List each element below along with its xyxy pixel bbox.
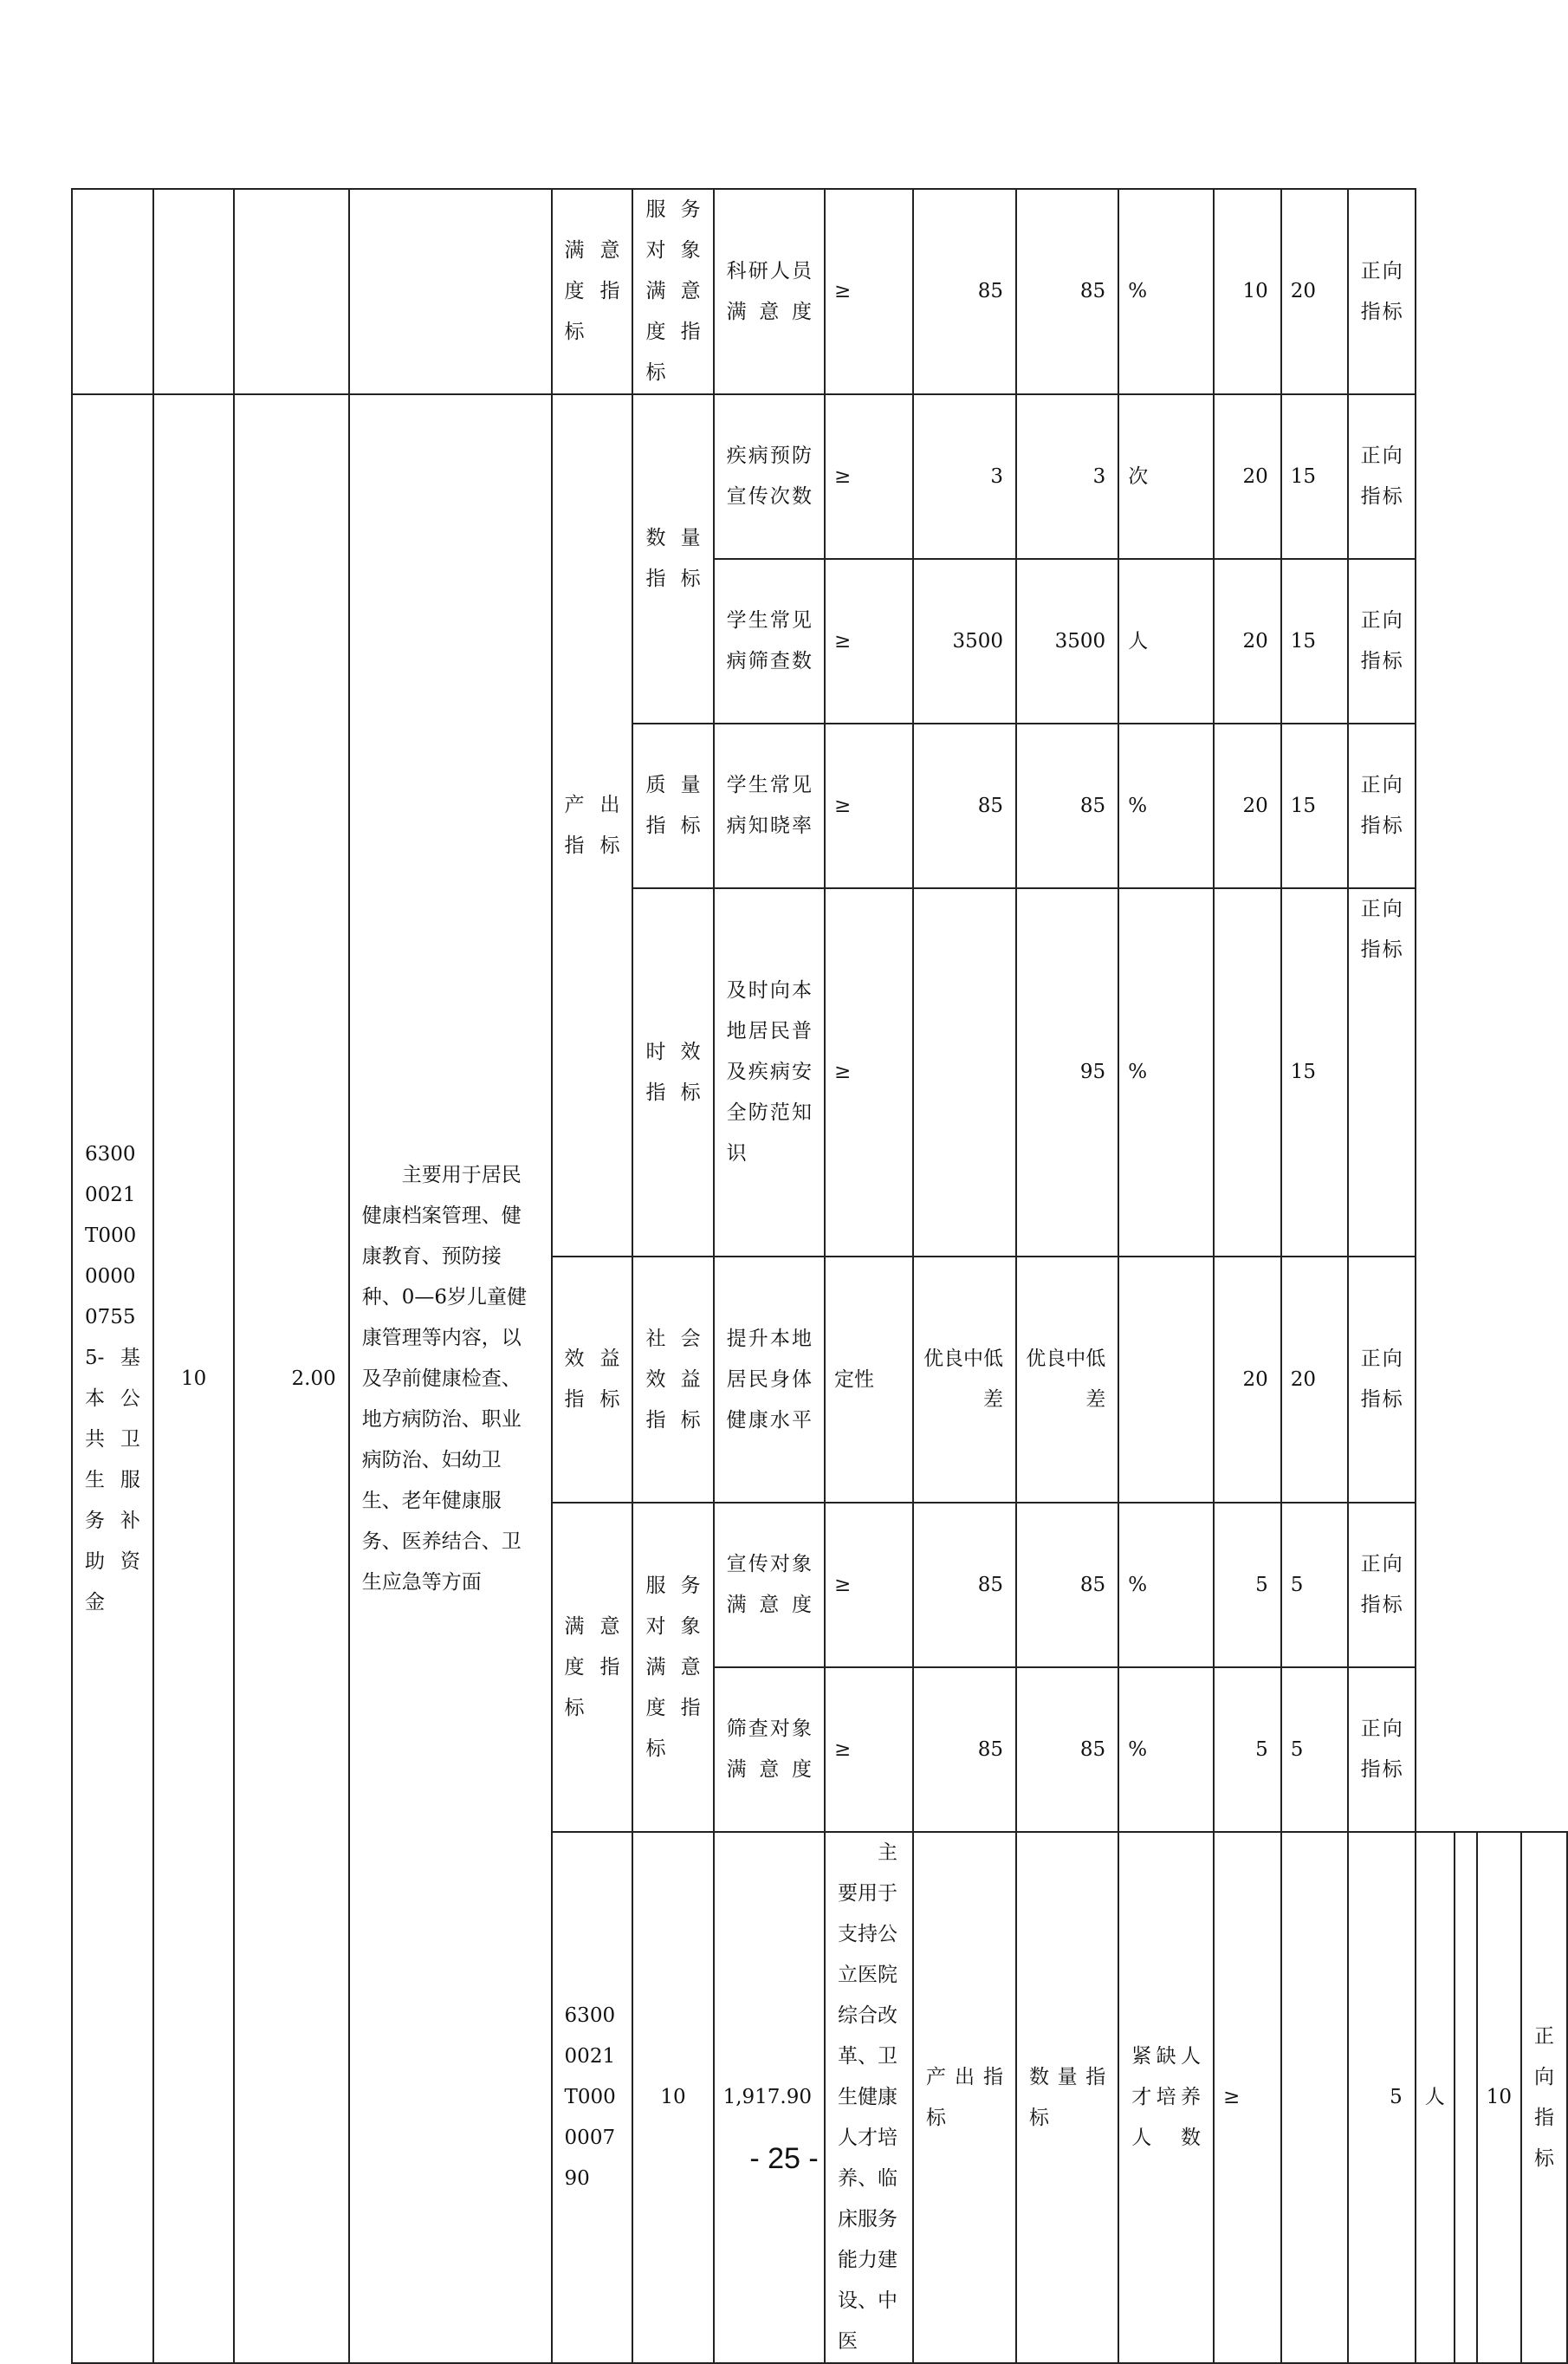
direction-cell: 正向指标 — [1348, 1667, 1416, 1832]
actual-value-cell: 95 — [1016, 888, 1118, 1257]
weight-cell: 20 — [1214, 724, 1281, 888]
unit-cell — [1118, 1257, 1214, 1503]
output-indicator-cell: 产出指标 — [552, 394, 633, 1257]
operator-cell: ≥ — [825, 888, 913, 1257]
project-amount-cell: 2.00 — [234, 394, 348, 2363]
project-col2-cell: 10 — [153, 394, 234, 2363]
score-cell: 5 — [1281, 1667, 1348, 1832]
target-value-cell: 3500 — [913, 559, 1016, 724]
indicator-name-cell: 疾病预防宣传次数 — [714, 394, 825, 559]
direction-cell: 正向指标 — [1348, 394, 1416, 559]
operator-cell: ≥ — [825, 1503, 913, 1667]
level1-indicator-cell: 满意度指标 — [552, 189, 633, 394]
operator-cell: ≥ — [825, 189, 913, 394]
weight-cell: 5 — [1214, 1667, 1281, 1832]
page-number: - 25 - — [749, 2142, 819, 2175]
actual-value-cell: 优良中低差 — [1016, 1257, 1118, 1503]
unit-cell: % — [1118, 189, 1214, 394]
unit-cell: % — [1118, 724, 1214, 888]
time-indicator-cell: 时效指标 — [632, 888, 713, 1257]
indicator-name-cell: 宣传对象满意度 — [714, 1503, 825, 1667]
project-code-name-cell: 63000021T000000790 — [552, 1832, 633, 2363]
unit-cell: % — [1118, 1503, 1214, 1667]
score-cell: 10 — [1477, 1832, 1521, 2363]
quantity-indicator-cell: 数量指标 — [632, 394, 713, 724]
description-cell-empty — [349, 189, 552, 394]
actual-value-cell: 85 — [1016, 1503, 1118, 1667]
direction-cell: 正向指标 — [1348, 724, 1416, 888]
table-row — [72, 189, 1567, 394]
weight-cell — [1214, 888, 1281, 1257]
operator-cell: ≥ — [825, 724, 913, 888]
actual-value-cell: 3 — [1016, 394, 1118, 559]
operator-cell: ≥ — [825, 394, 913, 559]
level2-indicator-cell: 数量指标 — [1016, 1832, 1118, 2363]
social-benefit-indicator-cell: 社会效益指标 — [632, 1257, 713, 1503]
amount-cell-empty — [234, 189, 348, 394]
unit-cell: 人 — [1416, 1832, 1455, 2363]
target-value-cell: 3 — [913, 394, 1016, 559]
operator-cell: ≥ — [825, 559, 913, 724]
indicator-name-cell: 科研人员满意度 — [714, 189, 825, 394]
actual-value-cell: 85 — [1016, 189, 1118, 394]
project-col2-cell: 10 — [632, 1832, 713, 2363]
level2-indicator-cell: 服务对象满意度指标 — [632, 189, 713, 394]
operator-cell: 定性 — [825, 1257, 913, 1503]
direction-cell: 正向指标 — [1348, 1503, 1416, 1667]
score-cell: 20 — [1281, 1257, 1348, 1503]
target-value-cell — [1281, 1832, 1348, 2363]
score-cell: 15 — [1281, 888, 1348, 1257]
level1-indicator-cell: 产出指标 — [913, 1832, 1016, 2363]
operator-cell: ≥ — [825, 1667, 913, 1832]
target-value-cell: 优良中低差 — [913, 1257, 1016, 1503]
project-amount-cell: 1,917.90 — [714, 1832, 825, 2363]
performance-indicator-table — [71, 188, 1568, 2364]
service-satisfaction-indicator-cell: 服务对象满意度指标 — [632, 1503, 713, 1832]
indicator-name-cell: 学生常见病知晓率 — [714, 724, 825, 888]
score-cell: 15 — [1281, 394, 1348, 559]
unit-cell: 人 — [1118, 559, 1214, 724]
project-code-name-cell: 63000021T000000007555-基本公共卫生服务补助资金 — [72, 394, 153, 2363]
target-value-cell: 85 — [913, 1503, 1016, 1667]
score-cell: 5 — [1281, 1503, 1348, 1667]
indicator-name-cell: 及时向本地居民普及疾病安全防范知识 — [714, 888, 825, 1257]
project-description-cell: 主要用于支持公立医院综合改革、卫生健康人才培养、临床服务能力建设、中医 — [825, 1832, 913, 2363]
direction-cell: 正向指标 — [1348, 559, 1416, 724]
weight-cell: 20 — [1214, 559, 1281, 724]
direction-cell: 正向指标 — [1521, 1832, 1567, 2363]
score-cell: 20 — [1281, 189, 1348, 394]
benefit-indicator-cell: 效益指标 — [552, 1257, 633, 1503]
weight-cell: 10 — [1214, 189, 1281, 394]
col2-cell-empty — [153, 189, 234, 394]
weight-cell: 5 — [1214, 1503, 1281, 1667]
weight-cell: 20 — [1214, 394, 1281, 559]
weight-cell: 20 — [1214, 1257, 1281, 1503]
target-value-cell — [913, 888, 1016, 1257]
direction-cell: 正向指标 — [1348, 189, 1416, 394]
actual-value-cell: 85 — [1016, 1667, 1118, 1832]
target-value-cell: 85 — [913, 189, 1016, 394]
actual-value-cell: 3500 — [1016, 559, 1118, 724]
direction-cell: 正向指标 — [1348, 888, 1416, 1257]
indicator-name-cell: 紧缺人才培养人数 — [1118, 1832, 1214, 2363]
operator-cell: ≥ — [1214, 1832, 1281, 2363]
code-cell-empty — [72, 189, 153, 394]
quality-indicator-cell: 质量指标 — [632, 724, 713, 888]
direction-cell: 正向指标 — [1348, 1257, 1416, 1503]
target-value-cell: 85 — [913, 1667, 1016, 1832]
score-cell: 15 — [1281, 724, 1348, 888]
table-row — [72, 394, 1567, 559]
indicator-name-cell: 提升本地居民身体健康水平 — [714, 1257, 825, 1503]
indicator-name-cell: 筛查对象满意度 — [714, 1667, 825, 1832]
actual-value-cell: 85 — [1016, 724, 1118, 888]
satisfaction-indicator-cell: 满意度指标 — [552, 1503, 633, 1832]
score-cell: 15 — [1281, 559, 1348, 724]
project-description-cell: 主要用于居民健康档案管理、健康教育、预防接种、0—6岁儿童健康管理等内容，以及孕前健康检查、地方病防治、职业病防治、妇幼卫生、老年健康服务、医养结合、卫生应急等方面 — [349, 394, 552, 2363]
unit-cell: 次 — [1118, 394, 1214, 559]
unit-cell: % — [1118, 1667, 1214, 1832]
unit-cell: % — [1118, 888, 1214, 1257]
indicator-name-cell: 学生常见病筛查数 — [714, 559, 825, 724]
weight-cell — [1455, 1832, 1477, 2363]
target-value-cell: 85 — [913, 724, 1016, 888]
actual-value-cell: 5 — [1348, 1832, 1416, 2363]
